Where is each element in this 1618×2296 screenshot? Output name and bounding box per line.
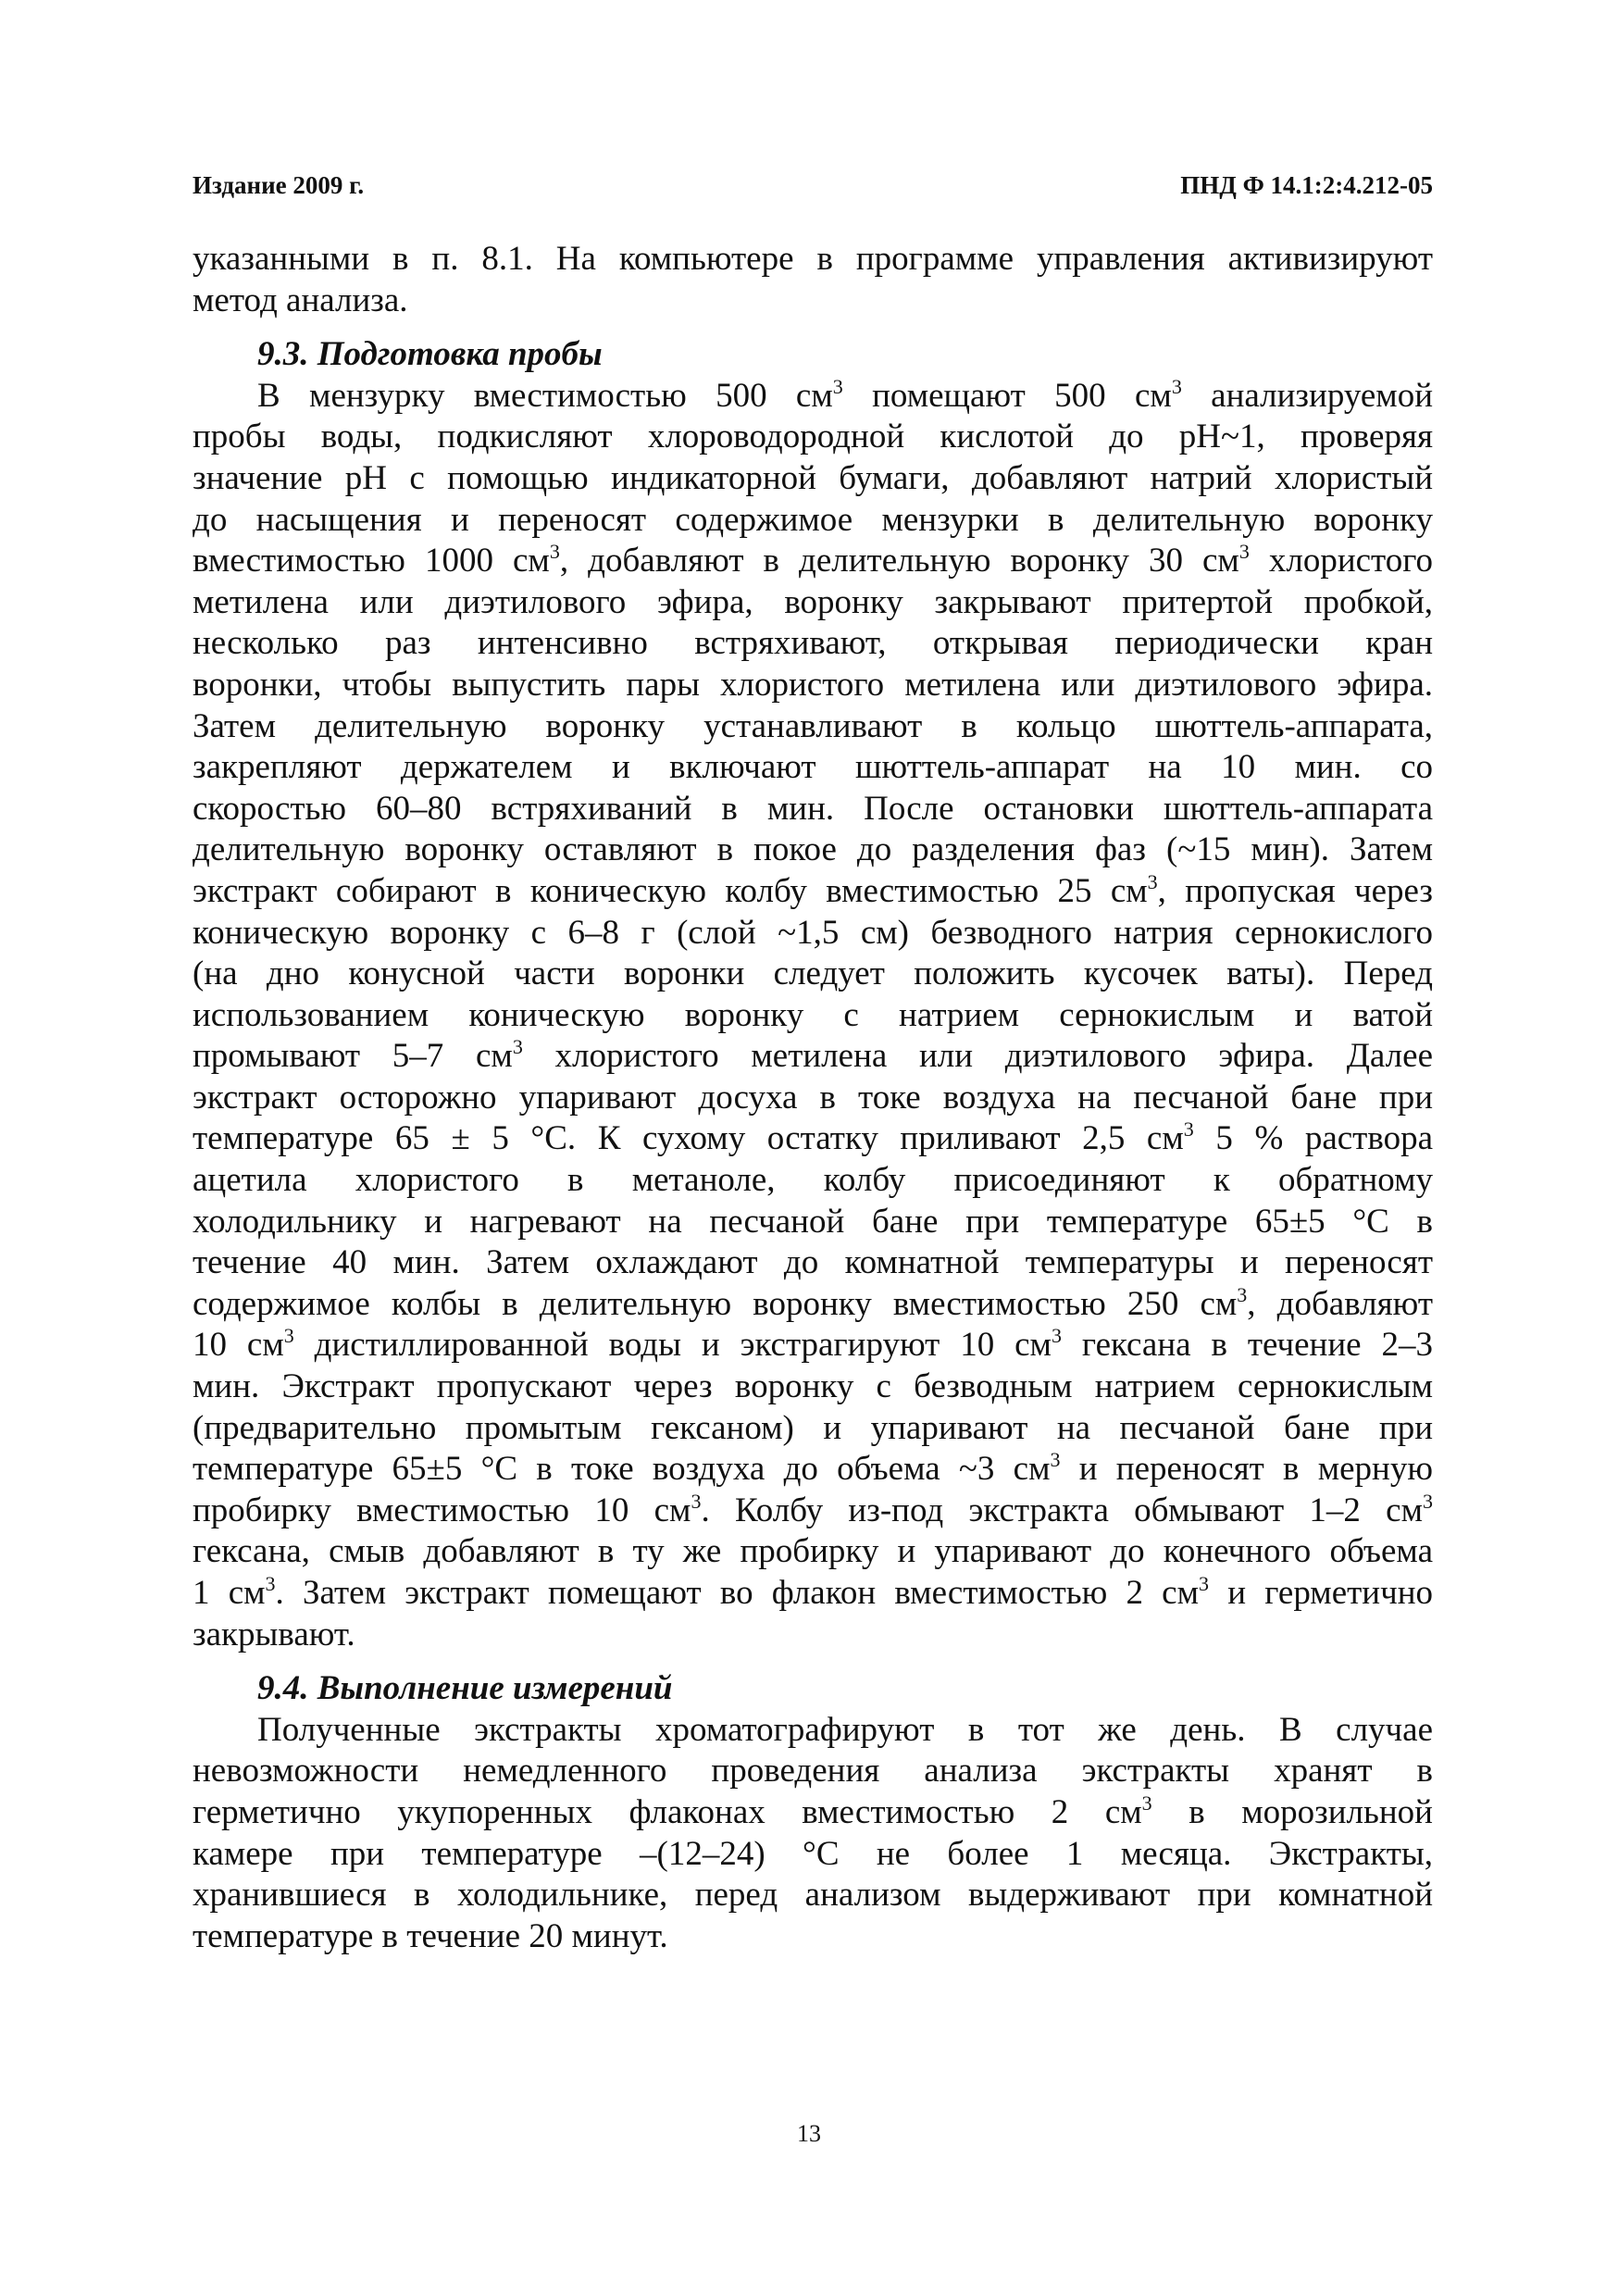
text-line: температуре 65±5 °С в токе воздуха до объема ~3 $см^3$ и переносят в мерную <box>193 1449 1433 1489</box>
document-code: ПНД Ф 14.1:2:4.212-05 <box>1180 171 1433 199</box>
text-line: коническую воронку с 6–8 г (слой ~1,5 см) безводного натрия сернокислого <box>193 913 1433 952</box>
text-line: хранившиеся в холодильнике, перед анализом выдерживают при комнатной <box>193 1876 1433 1915</box>
text-line: закрывают. <box>193 1615 355 1653</box>
text-line: экстракт осторожно упаривают досуха в токе воздуха на песчаной бане при <box>193 1078 1433 1117</box>
text-line: воронки, чтобы выпустить пары хлористого метилена или диэтилового эфира. <box>193 665 1433 704</box>
text-line: мин. Экстракт пропускают через воронку с безводным натрием сернокислым <box>193 1367 1433 1406</box>
edition-label: Издание 2009 г. <box>193 171 365 199</box>
text-line: метод анализа. <box>193 281 408 319</box>
page-number: 13 <box>797 2120 821 2147</box>
text-line: температуре в течение 20 минут. <box>193 1916 668 1955</box>
text-line: закрепляют держателем и включают шюттель-аппарат на 10 мин. со <box>193 748 1433 787</box>
text-line: экстракт собирают в коническую колбу вместимостью 25 $см^3$, пропуская через <box>193 870 1433 910</box>
text-line: промывают 5–7 $см^3$ хлористого метилена или диэтилового эфира. Далее <box>193 1036 1433 1076</box>
text-line: несколько раз интенсивно встряхивают, открывая периодически кран <box>193 624 1433 663</box>
text-line: ацетила хлористого в метаноле, колбу присоединяют к обратному <box>193 1161 1433 1200</box>
text-line: В мензурку вместимостью 500 $см^3$ помещают 500 $см^3$ анализируемой <box>257 375 1433 415</box>
text-line: содержимое колбы в делительную воронку вместимостью 250 $см^3$, добавляют <box>193 1283 1433 1323</box>
text-line: 1 $см^3$. Затем экстракт помещают во флакон вместимостью 2 $см^3$ и герметично <box>193 1573 1433 1612</box>
text-line: указанными в п. 8.1. На компьютере в программе управления активизируют <box>193 240 1433 278</box>
text-line: значение pH с помощью индикаторной бумаги, добавляют натрий хлористый <box>193 458 1433 497</box>
text-line: гексана, смыв добавляют в ту же пробирку и упаривают до конечного объема <box>193 1532 1433 1571</box>
text-line: течение 40 мин. Затем охлаждают до комнатной температуры и переносят <box>193 1243 1433 1282</box>
section-heading-9-4: 9.4. Выполнение измерений <box>257 1669 673 1708</box>
page-header <box>193 171 1433 208</box>
section-heading-9-3: 9.3. Подготовка пробы <box>257 335 603 374</box>
text-line: вместимостью 1000 $см^3$, добавляют в делительную воронку 30 $см^3$ хлористого <box>193 541 1433 580</box>
text-line: герметично укупоренных флаконах вместимостью 2 $см^3$ в морозильной <box>193 1791 1433 1831</box>
text-line: невозможности немедленного проведения анализа экстракты хранят в <box>193 1752 1433 1791</box>
text-line: камере при температуре –(12–24) °С не более 1 месяца. Экстракты, <box>193 1834 1433 1873</box>
text-line: метилена или диэтилового эфира, воронку закрывают притертой пробкой, <box>193 582 1433 621</box>
text-line: 10 $см^3$ дистиллированной воды и экстрагируют 10 $см^3$ гексана в течение 2–3 <box>193 1325 1433 1365</box>
text-line: пробы воды, подкисляют хлороводородной кислотой до pH~1, проверяя <box>193 418 1433 456</box>
text-line: скоростью 60–80 встряхиваний в мин. После остановки шюттель-аппарата <box>193 789 1433 828</box>
text-line: Полученные экстракты хроматографируют в тот же день. В случае <box>257 1710 1433 1749</box>
text-line: холодильнику и нагревают на песчаной бане при температуре 65±5 °С в <box>193 1202 1433 1241</box>
text-line: температуре 65 ± 5 °С. К сухому остатку приливают 2,5 $см^3$ 5 % раствора <box>193 1118 1433 1158</box>
text-line: использованием коническую воронку с натрием сернокислым и ватой <box>193 995 1433 1034</box>
text-line: до насыщения и переносят содержимое мензурки в делительную воронку <box>193 500 1433 539</box>
text-line: пробирку вместимостью 10 $см^3$. Колбу из-под экстракта обмывают 1–2 $см^3$ <box>193 1490 1433 1529</box>
text-line: (предварительно промытым гексаном) и упаривают на песчаной бане при <box>193 1408 1433 1447</box>
text-line: Затем делительную воронку устанавливают в кольцо шюттель-аппарата, <box>193 706 1433 745</box>
document-body <box>193 239 1433 1957</box>
text-line: (на дно конусной части воронки следует положить кусочек ваты). Перед <box>193 955 1433 993</box>
text-line: делительную воронку оставляют в покое до разделения фаз (~15 мин). Затем <box>193 830 1433 869</box>
